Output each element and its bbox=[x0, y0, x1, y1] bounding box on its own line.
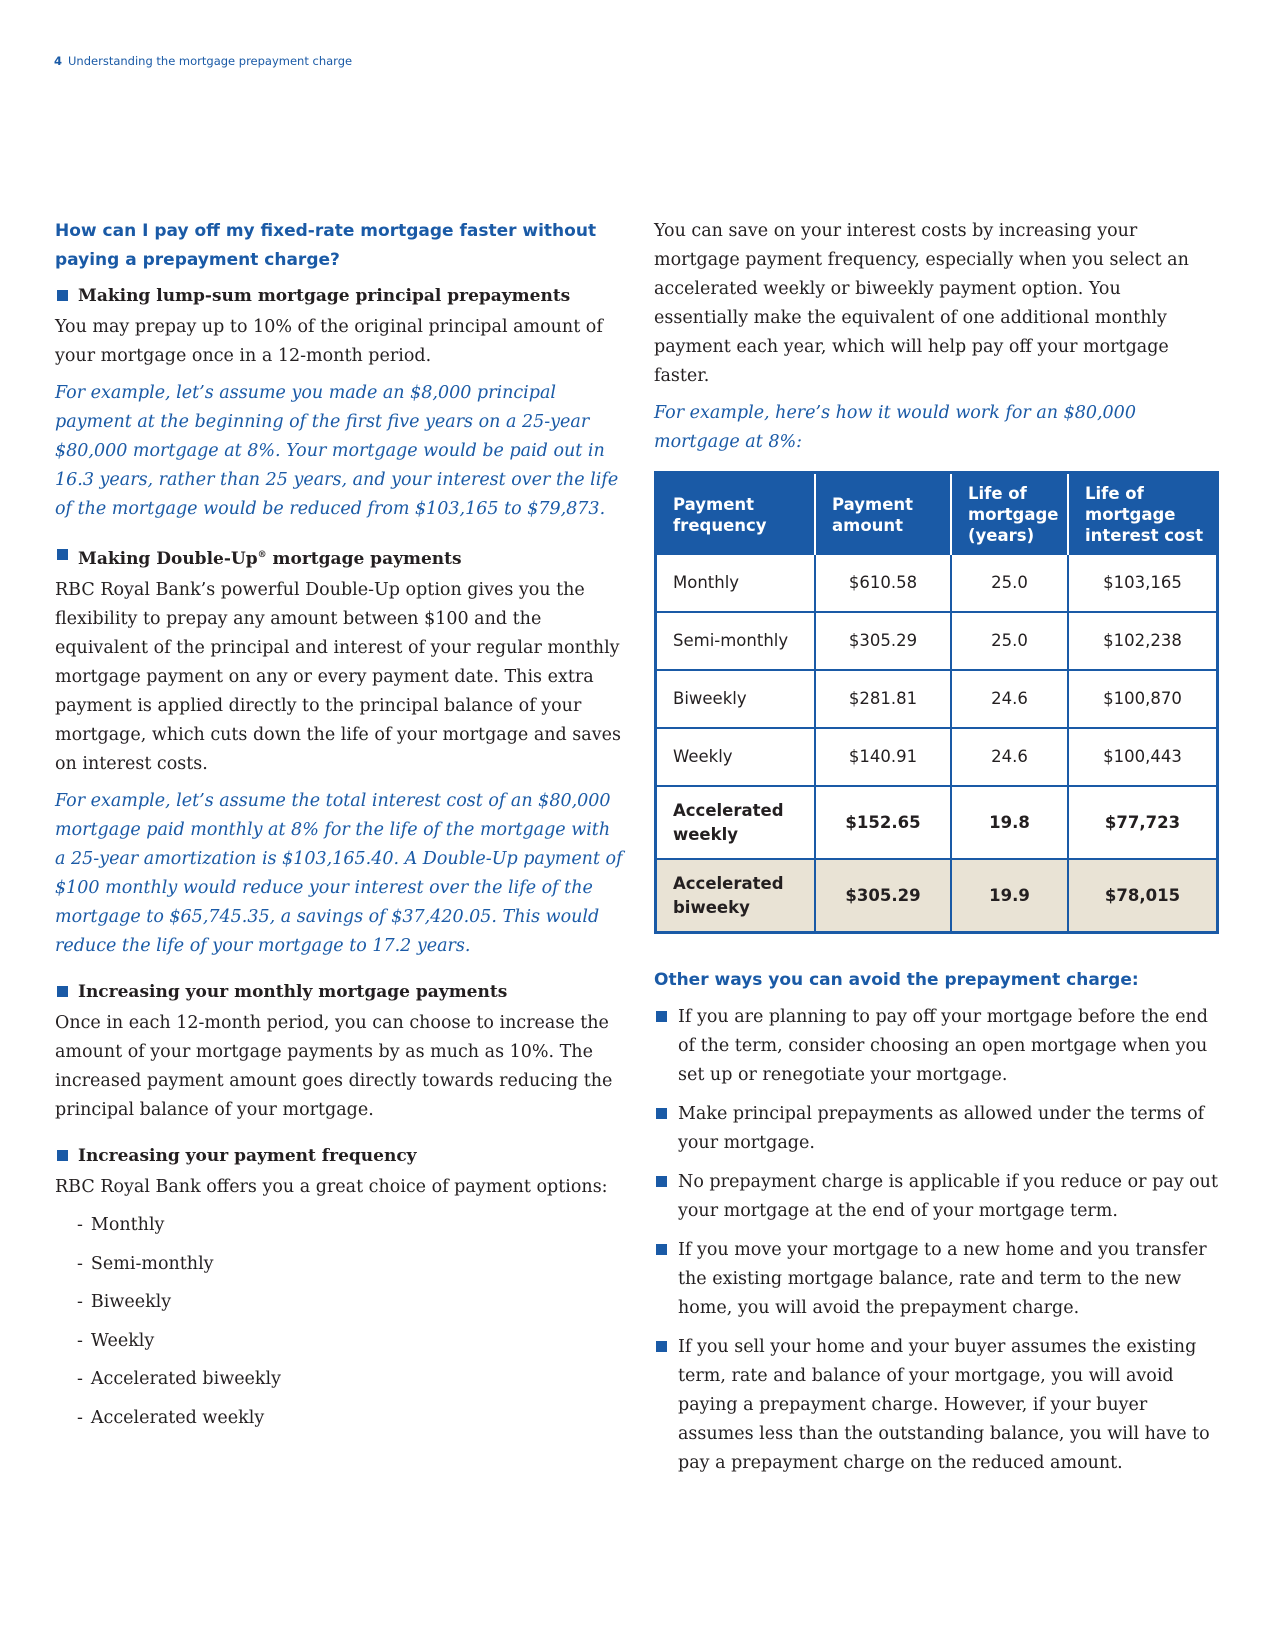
frequency-intro: You can save on your interest costs by increasing your mortgage payment frequency, especially when you select an accelerated weekly or biweekly payment option. You essentially make the equivalent of one additional monthly payment each year, which will help pay off your mortgage faster. bbox=[654, 221, 1189, 386]
payment-options-list bbox=[55, 1206, 625, 1438]
list-item: If you move your mortgage to a new home and you transfer the existing mortgage balance, rate and term to the new home, you will avoid the prepayment charge. bbox=[654, 1236, 1219, 1323]
other-ways-list bbox=[654, 1003, 1219, 1478]
table-cell: 24.6 bbox=[951, 670, 1068, 728]
table-row bbox=[656, 612, 1218, 670]
table-cell: Accelerated weekly bbox=[656, 786, 816, 859]
double-up-heading: Making Double-Up® mortgage payments bbox=[55, 543, 625, 571]
list-item: If you are planning to pay off your mortgage before the end of the term, consider choosing an open mortgage when you set up or renegotiate your mortgage. bbox=[654, 1003, 1219, 1090]
table-cell: $100,870 bbox=[1068, 670, 1218, 728]
square-bullet-icon bbox=[656, 1176, 667, 1187]
increase-frequency-body: RBC Royal Bank offers you a great choice of payment options: bbox=[55, 1177, 608, 1197]
right-column bbox=[654, 217, 1219, 1488]
list-item: - Weekly bbox=[77, 1330, 155, 1351]
table-cell: Accelerated biweeky bbox=[656, 859, 816, 933]
table-cell: $305.29 bbox=[815, 612, 951, 670]
left-column bbox=[55, 217, 625, 1438]
table-cell: $77,723 bbox=[1068, 786, 1218, 859]
payment-frequency-table bbox=[654, 471, 1219, 934]
double-up-body: RBC Royal Bank’s powerful Double-Up option gives you the flexibility to prepay any amount between $100 and the equivalent of the principal and interest of your regular monthly mortgage payment on any or every payment date. This extra payment is applied directly to the principal balance of your mortgage, which cuts down the life of your mortgage and saves on interest costs. bbox=[55, 580, 621, 774]
list-item: If you sell your home and your buyer assumes the existing term, rate and balance of your mortgage, you will avoid paying a prepayment charge. However, if your buyer assumes less than the outstanding balance, you will have to pay a prepayment charge on the reduced amount. bbox=[654, 1333, 1219, 1478]
lump-sum-example: For example, let’s assume you made an $8,000 principal payment at the beginning of the first five years on a 25-year $80,000 mortgage at 8%. Your mortgage would be paid out in 16.3 years, rather than 25 years, and your interest over the life of the mortgage would be reduced from $103,165 to $79,873. bbox=[55, 383, 619, 519]
table-row bbox=[656, 670, 1218, 728]
frequency-example: For example, here’s how it would work for an $80,000 mortgage at 8%: bbox=[654, 403, 1136, 452]
table-cell: 24.6 bbox=[951, 728, 1068, 786]
lump-sum-heading: Making lump-sum mortgage principal prepayments bbox=[55, 284, 625, 308]
table-cell: $78,015 bbox=[1068, 859, 1218, 933]
increase-monthly-heading: Increasing your monthly mortgage payments bbox=[55, 980, 625, 1004]
increase-monthly-body: Once in each 12-month period, you can choose to increase the amount of your mortgage payments by as much as 10%. The increased payment amount goes directly towards reducing the principal balance of your mortgage. bbox=[55, 1013, 613, 1120]
square-bullet-icon bbox=[57, 549, 68, 560]
page-number: 4 bbox=[54, 54, 63, 68]
running-header bbox=[54, 54, 352, 68]
running-title: Understanding the mortgage prepayment charge bbox=[68, 54, 353, 68]
table-row bbox=[656, 859, 1218, 933]
table-cell: $152.65 bbox=[815, 786, 951, 859]
square-bullet-icon bbox=[656, 1244, 667, 1255]
table-row bbox=[656, 555, 1218, 612]
table-row bbox=[656, 728, 1218, 786]
registered-mark: ® bbox=[257, 550, 267, 560]
table-cell: 25.0 bbox=[951, 612, 1068, 670]
double-up-example: For example, let’s assume the total interest cost of an $80,000 mortgage paid monthly at 8% for the life of the mortgage with a 25-year amortization is $103,165.40. A Double-Up payment of $100 monthly would reduce your interest over the life of the mortgage to $65,745.35, a savings of $37,420.05. This would reduce the life of your mortgage to 17.2 years. bbox=[55, 791, 623, 956]
table-cell: $281.81 bbox=[815, 670, 951, 728]
table-cell: $103,165 bbox=[1068, 555, 1218, 612]
table-header-row bbox=[656, 473, 1218, 556]
list-item: - Monthly bbox=[77, 1215, 165, 1235]
table-cell: $100,443 bbox=[1068, 728, 1218, 786]
table-cell: $610.58 bbox=[815, 555, 951, 612]
increase-frequency-heading: Increasing your payment frequency bbox=[55, 1144, 625, 1168]
other-ways-heading: Other ways you can avoid the prepayment charge: bbox=[654, 970, 1139, 990]
column-header: Payment frequency bbox=[656, 473, 816, 556]
list-item: - Accelerated weekly bbox=[77, 1407, 265, 1428]
table-cell: 19.8 bbox=[951, 786, 1068, 859]
table-cell: $102,238 bbox=[1068, 612, 1218, 670]
lump-sum-body: You may prepay up to 10% of the original principal amount of your mortgage once in a 12-month period. bbox=[55, 317, 603, 366]
table-cell: Biweekly bbox=[656, 670, 816, 728]
table-row bbox=[656, 786, 1218, 859]
column-header: Life of mortgage interest cost bbox=[1068, 473, 1218, 556]
square-bullet-icon bbox=[656, 1341, 667, 1352]
table-cell: $305.29 bbox=[815, 859, 951, 933]
table-cell: $140.91 bbox=[815, 728, 951, 786]
table-cell: Semi-monthly bbox=[656, 612, 816, 670]
list-item: Make principal prepayments as allowed under the terms of your mortgage. bbox=[654, 1100, 1219, 1158]
square-bullet-icon bbox=[57, 986, 68, 997]
list-item: No prepayment charge is applicable if you reduce or pay out your mortgage at the end of your mortgage term. bbox=[654, 1168, 1219, 1226]
column-header: Life of mortgage (years) bbox=[951, 473, 1068, 556]
list-item: - Semi-monthly bbox=[77, 1253, 214, 1274]
column-header: Payment amount bbox=[815, 473, 951, 556]
square-bullet-icon bbox=[656, 1108, 667, 1119]
square-bullet-icon bbox=[57, 1150, 68, 1161]
table-cell: 25.0 bbox=[951, 555, 1068, 612]
list-item: - Accelerated biweekly bbox=[77, 1369, 282, 1390]
square-bullet-icon bbox=[57, 290, 68, 301]
list-item: - Biweekly bbox=[77, 1292, 172, 1313]
table-cell: Monthly bbox=[656, 555, 816, 612]
table-cell: 19.9 bbox=[951, 859, 1068, 933]
square-bullet-icon bbox=[656, 1011, 667, 1022]
table-cell: Weekly bbox=[656, 728, 816, 786]
question-heading: How can I pay off my fixed-rate mortgage faster without paying a prepayment charge? bbox=[55, 221, 597, 270]
